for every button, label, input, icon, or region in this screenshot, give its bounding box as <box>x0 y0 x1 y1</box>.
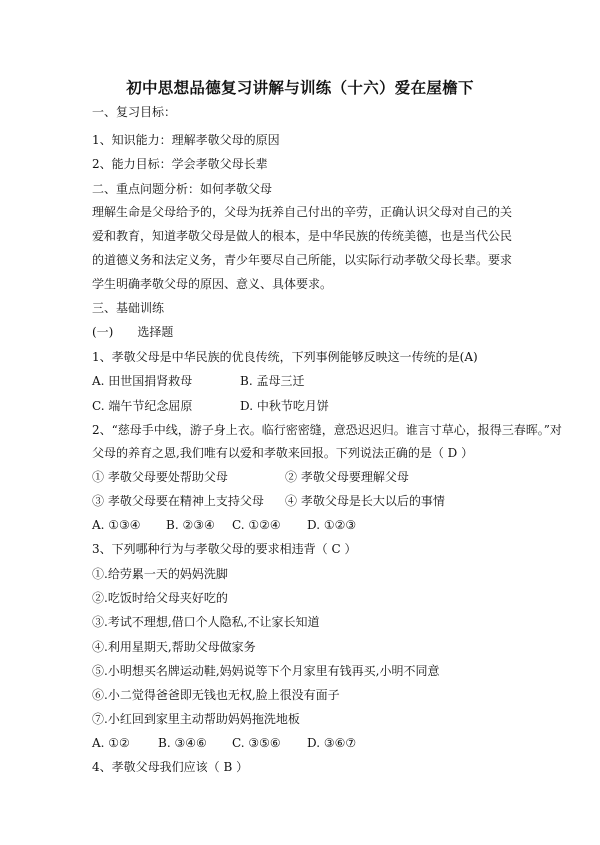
section-3-heading: 三、基础训练 <box>92 301 165 315</box>
q1-option-a: A. 田世国捐肾救母 <box>92 374 193 388</box>
q3-statement: ③.考试不理想,借口个人隐私,不让家长知道 <box>92 615 320 629</box>
q3-option-d: D. ③⑥⑦ <box>307 736 357 750</box>
q3-statement: ⑥.小二觉得爸爸即无钱也无权,脸上很没有面子 <box>92 688 340 702</box>
q3-option-c: C. ③⑤⑥ <box>232 736 281 750</box>
q3-option-a: A. ①② <box>92 736 130 750</box>
page-title: 初中思想品德复习讲解与训练（十六）爱在屋檐下 <box>126 79 474 97</box>
q3-statement: ⑤.小明想买名牌运动鞋,妈妈说等下个月家里有钱再买,小明不同意 <box>92 664 440 678</box>
q2-statement-2: ② 孝敬父母要理解父母 <box>285 470 409 484</box>
q2-statement-4: ④ 孝敬父母是长大以后的事情 <box>285 494 445 508</box>
section-1-heading: 一、复习目标： <box>92 105 177 119</box>
question-1-stem: 1、孝敬父母是中华民族的优良传统，下列事例能够反映这一传统的是(A) <box>92 350 478 364</box>
q1-option-d: D. 中秋节吃月饼 <box>240 399 329 413</box>
section-2-heading: 二、重点问题分析：如何孝敬父母 <box>92 182 273 196</box>
q1-option-c: C. 端午节纪念屈原 <box>92 399 193 413</box>
analysis-paragraph: 理解生命是父母给予的，父母为抚养自己付出的辛劳，正确认识父母对自己的关爱和教育，知道孝敬父母是做人的根本，是中华民族的传统美德，也是当代公民的道德义务和法定义务，青少年要尽自己所能，以实际行动孝敬父母长辈。要求学生明确孝敬父母的原因、意义、具体要求。 <box>92 205 513 291</box>
q3-statement: ⑦.小红回到家里主动帮助妈妈拖洗地板 <box>92 712 300 726</box>
q1-option-b: B. 孟母三迁 <box>240 374 305 388</box>
objective-knowledge: 1、知识能力：理解孝敬父母的原因 <box>92 133 280 147</box>
q2-option-a: A. ①③④ <box>92 518 141 532</box>
question-2-stem-line1: 2、“慈母手中线，游子身上衣。临行密密缝，意恐迟迟归。谁言寸草心，报得三春晖。”对 <box>92 423 562 437</box>
q3-statement: ④.利用星期天,帮助父母做家务 <box>92 640 256 654</box>
q3-option-b: B. ③④⑥ <box>158 736 207 750</box>
question-4-stem: 4、孝敬父母我们应该（ B ） <box>92 760 249 774</box>
q2-option-b: B. ②③④ <box>166 518 215 532</box>
question-2-stem-line2: 父母的养育之恩,我们唯有以爱和孝敬来回报。下列说法正确的是（ D ） <box>92 446 474 460</box>
question-3-stem: 3、下列哪种行为与孝敬父母的要求相违背（ C ） <box>92 542 357 556</box>
q2-option-d: D. ①②③ <box>307 518 357 532</box>
objective-ability: 2、能力目标：学会孝敬父母长辈 <box>92 157 268 171</box>
q2-statement-3: ③ 孝敬父母要在精神上支持父母 <box>92 494 264 508</box>
q2-option-c: C. ①②④ <box>232 518 281 532</box>
q3-statement: ②.吃饭时给父母夹好吃的 <box>92 591 228 605</box>
subsection-choice: (一) 选择题 <box>92 325 174 339</box>
q3-statement: ①.给劳累一天的妈妈洗脚 <box>92 567 228 581</box>
q2-statement-1: ① 孝敬父母要处帮助父母 <box>92 470 228 484</box>
